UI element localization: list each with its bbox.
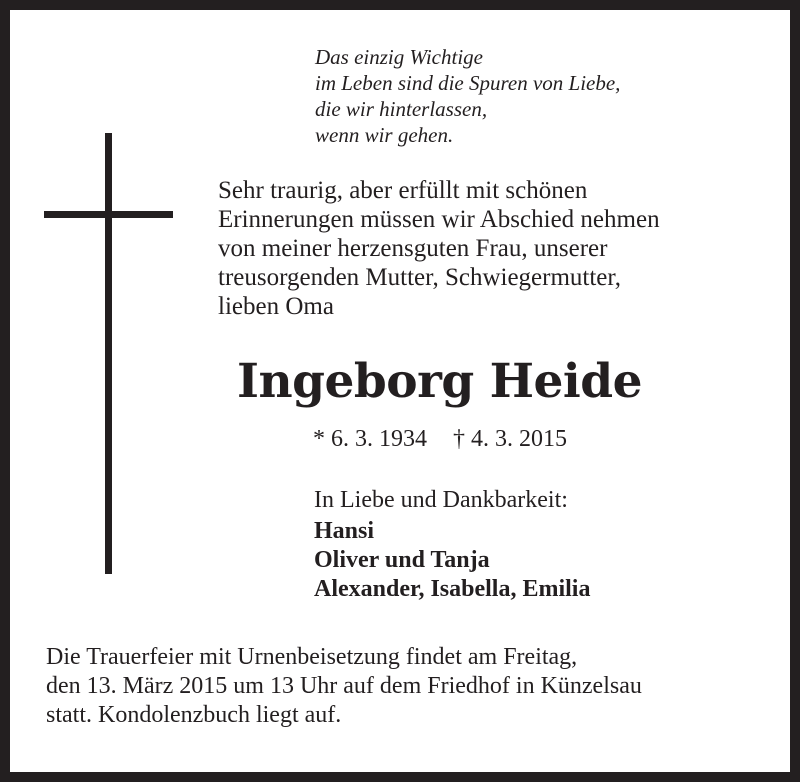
- family-member: Oliver und Tanja: [314, 547, 490, 573]
- thanks-label: In Liebe und Dankbarkeit:: [314, 487, 568, 513]
- cross-vertical-bar: [105, 133, 112, 574]
- family-member: Alexander, Isabella, Emilia: [314, 576, 591, 602]
- intro-text: [218, 176, 660, 321]
- intro-line: Erinnerungen müssen wir Abschied nehmen: [218, 206, 660, 233]
- service-line: den 13. März 2015 um 13 Uhr auf dem Friedhof in Künzelsau: [46, 673, 642, 699]
- intro-line: von meiner herzensguten Frau, unserer: [218, 235, 608, 262]
- intro-line: lieben Oma: [218, 293, 334, 320]
- cross-horizontal-bar: [44, 211, 173, 218]
- quote-line: Das einzig Wichtige: [315, 45, 483, 69]
- deceased-name: Ingeborg Heide: [237, 354, 643, 409]
- death-date: † 4. 3. 2015: [453, 426, 567, 452]
- quote-line: wenn wir gehen.: [315, 123, 454, 147]
- service-line: statt. Kondolenzbuch liegt auf.: [46, 702, 342, 728]
- intro-line: Sehr traurig, aber erfüllt mit schönen: [218, 177, 588, 204]
- family-list: [314, 517, 590, 604]
- memorial-quote: [315, 44, 620, 148]
- quote-line: die wir hinterlassen,: [315, 97, 488, 121]
- intro-line: treusorgenden Mutter, Schwiegermutter,: [218, 264, 621, 291]
- quote-line: im Leben sind die Spuren von Liebe,: [315, 71, 621, 95]
- birth-date: * 6. 3. 1934: [313, 426, 427, 452]
- life-dates: [313, 424, 567, 454]
- family-member: Hansi: [314, 518, 375, 544]
- service-line: Die Trauerfeier mit Urnenbeisetzung findet am Freitag,: [46, 644, 578, 670]
- service-info: [46, 643, 642, 730]
